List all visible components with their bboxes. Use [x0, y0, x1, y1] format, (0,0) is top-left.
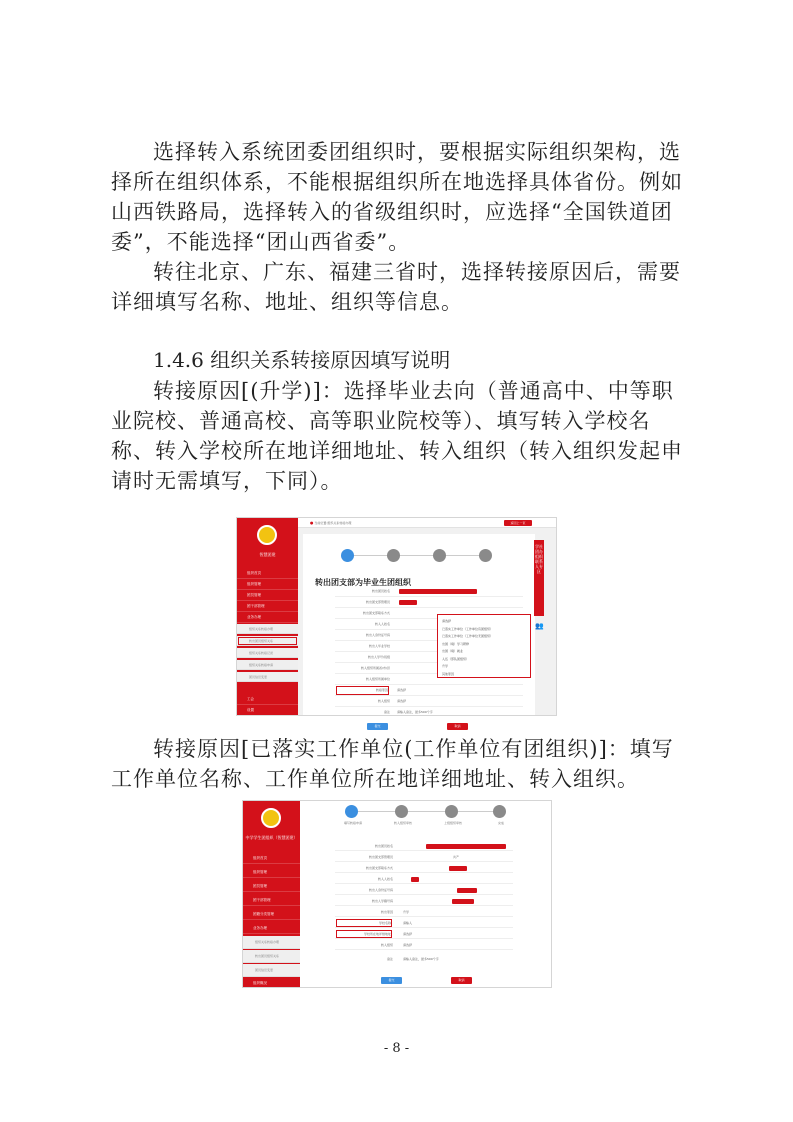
field-label: 转出人身份证号码: [368, 888, 393, 892]
remark-input[interactable]: 请输入备注，最多500个字: [403, 957, 439, 961]
field-row: [335, 874, 513, 884]
sidebar-org-name: 智慧团建: [259, 552, 276, 557]
field-label: 转出团支部管理员: [365, 600, 390, 604]
sidebar-item-union[interactable]: 工会: [237, 694, 298, 705]
user-icon[interactable]: 👥: [535, 622, 544, 630]
sidebar-item-category[interactable]: 团籍分类管理: [243, 909, 300, 920]
field-row-reason: [335, 685, 523, 696]
dropdown-option[interactable]: 升学: [442, 664, 449, 668]
field-row: [335, 896, 513, 906]
sidebar-item-members[interactable]: 团员管理: [237, 590, 298, 601]
step-1-label: 填写转接申请: [343, 821, 362, 825]
sidebar-sub-transfer[interactable]: 组织关系转接办理: [243, 936, 300, 949]
paragraph-4: 转接原因[已落实工作单位(工作单位有团组织)]：填写工作单位名称、工作单位所在地详细地址、转入组织。: [111, 737, 674, 791]
body-text-block-3: [111, 734, 691, 794]
dropdown-option[interactable]: 已落实工作单位（工作单位无团组织）: [442, 634, 494, 638]
screenshot-employment-transfer: [242, 800, 552, 988]
reason-select[interactable]: 升学: [403, 910, 410, 914]
step-4-label: 完成: [497, 821, 504, 825]
sidebar-sub-records[interactable]: 组织关系转接记录: [237, 648, 298, 658]
sidebar-sub-apply[interactable]: 组织关系转接申请: [237, 660, 298, 670]
field-row: [335, 929, 513, 939]
league-emblem-icon: [261, 808, 281, 828]
step-3-icon: [445, 805, 458, 818]
page-number: - 8 -: [383, 1041, 410, 1056]
sidebar-sub-transfer-out[interactable]: 转出团员组织关系: [243, 950, 300, 963]
step-3-icon: [433, 549, 446, 562]
field-label-school-address: 学校所在地详细地址: [335, 929, 393, 939]
field-label: 转出团员姓名: [374, 844, 393, 848]
field-label: 转入组织: [380, 943, 393, 947]
reason-select[interactable]: 请选择: [397, 688, 407, 692]
field-label: 备注: [383, 710, 390, 714]
breadcrumb-text: 当前位置:组织关系转接办理: [314, 521, 352, 525]
paragraph-2: 转往北京、广东、福建三省时，选择转接原因后，需要详细填写名称、地址、组织等信息。: [111, 260, 681, 314]
sidebar-item-home[interactable]: 组织首页: [237, 568, 298, 579]
field-label: 转入组织: [377, 699, 390, 703]
step-2-icon: [387, 549, 400, 562]
sidebar-item-business[interactable]: 业务办理: [243, 923, 300, 934]
section-heading: 1.4.6 组织关系转接原因填写说明: [153, 348, 451, 372]
field-row: [335, 597, 523, 608]
step-connector: [351, 811, 499, 812]
sidebar: [237, 518, 298, 715]
redacted-value: [399, 589, 477, 594]
field-label: 转入组织所属单位: [365, 677, 390, 681]
field-label-reason: 转接原因: [335, 685, 390, 696]
field-row: [335, 951, 513, 967]
redacted-value: [399, 600, 417, 605]
reason-dropdown-list: [437, 614, 531, 678]
field-label: 转出人毕业学校: [368, 644, 390, 648]
field-label: 转出原因: [380, 910, 393, 914]
league-emblem-icon: [257, 525, 277, 545]
field-label: 备注: [386, 957, 393, 961]
screenshot-graduate-transfer: [236, 517, 557, 728]
field-row: [335, 940, 513, 950]
field-row: [335, 852, 513, 862]
body-text-block-1: [111, 137, 691, 317]
location-pin-icon: ⬤: [310, 521, 314, 525]
field-value: 共产: [453, 855, 460, 859]
sidebar-sub-transfer[interactable]: 组织关系转接办理: [237, 624, 298, 634]
step-3-label: 上级组织审核: [443, 821, 462, 825]
redacted-value: [449, 866, 467, 871]
redacted-value: [452, 899, 474, 904]
field-label: 转出人学籍号码: [371, 899, 393, 903]
redacted-value: [457, 888, 477, 893]
step-2-icon: [395, 805, 408, 818]
sidebar-item-overview[interactable]: 组织概况: [243, 978, 300, 989]
submit-button[interactable]: 提交: [381, 977, 402, 984]
field-row: [335, 696, 523, 707]
remark-input[interactable]: 请输入备注，最多500个字: [397, 710, 433, 714]
step-1-icon: [345, 805, 358, 818]
step-connector: [347, 555, 487, 556]
redacted-value: [426, 844, 506, 849]
field-row: [335, 885, 513, 895]
field-row: [335, 918, 513, 928]
dropdown-option[interactable]: 出国（境）学习研修: [442, 641, 470, 646]
field-label: 转入人姓名: [377, 877, 393, 881]
body-text-block-2: [111, 376, 691, 496]
field-row: [335, 907, 513, 917]
field-label: 转入组织所属省/市/县: [360, 666, 390, 670]
step-4-icon: [493, 805, 506, 818]
step-1-icon: [341, 549, 354, 562]
paragraph-1: 选择转入系统团委团组织时，要根据实际组织架构，选择所在组织体系，不能根据组织所在地选择具体省份。例如山西铁路局，选择转入的省级组织时，应选择“全国铁道团委”，不能选择“团山西省委”。: [111, 140, 683, 254]
field-label-school-name: 学校名称: [335, 918, 393, 928]
field-label: 转出团支部管理员: [368, 855, 393, 859]
sidebar-item-business[interactable]: 业务办理: [237, 612, 298, 623]
sidebar-item-cadres[interactable]: 团干部管理: [237, 601, 298, 612]
dropdown-option[interactable]: 其他原因: [442, 671, 455, 676]
school-address-select[interactable]: 请选择: [403, 932, 413, 936]
step-2-label: 转入组织审核: [393, 821, 412, 825]
cancel-button[interactable]: 取消: [451, 977, 472, 984]
field-label: 转出团员姓名: [371, 589, 390, 593]
field-row: [335, 707, 523, 718]
sidebar-sub-info[interactable]: 团员信息变更: [243, 964, 300, 977]
school-name-input[interactable]: 请输入: [403, 921, 413, 925]
sidebar-sub-info[interactable]: 团员信息变更: [237, 672, 298, 682]
field-label: 转入人姓名: [374, 622, 390, 626]
field-label: 转出人学号/班级: [367, 655, 390, 659]
field-row: [335, 863, 513, 873]
sidebar: [243, 801, 300, 987]
sidebar-item-members[interactable]: 团员管理: [243, 881, 300, 892]
field-label: 转出团支部联系方式: [365, 866, 393, 870]
sidebar-item-org[interactable]: 组织管理: [237, 579, 298, 590]
redacted-value: [411, 877, 419, 882]
dropdown-option[interactable]: 请选择: [442, 619, 452, 623]
cancel-button[interactable]: 取消: [447, 723, 468, 730]
sidebar-org-name: 中学学生团组织（智慧团建）: [245, 835, 298, 840]
back-button[interactable]: 返回上一页: [504, 520, 532, 526]
target-org-select[interactable]: 请选择: [403, 943, 413, 947]
contact-side-tab[interactable]: 学社团办组织联系人专区: [534, 540, 544, 616]
dropdown-option[interactable]: 入伍（部队团组织）: [442, 656, 470, 661]
field-label: 转出团支部联系方式: [362, 611, 390, 615]
paragraph-3: 转接原因[(升学)]：选择毕业去向（普通高中、中等职业院校、普通高校、高等职业院校等）、填写转入学校名称、转入学校所在地详细地址、转入组织（转入组织发起申请时无需填写，下同）。: [111, 379, 683, 493]
step-4-icon: [479, 549, 492, 562]
form-title: 转出团支部为毕业生团组织: [315, 578, 411, 587]
target-org-select[interactable]: 请选择: [397, 699, 407, 703]
dropdown-option[interactable]: 出国（境）就业: [442, 649, 464, 653]
sidebar-item-settings[interactable]: 设置: [237, 705, 298, 716]
sidebar-item-cadres[interactable]: 团干部管理: [243, 895, 300, 906]
field-label: 转出人身份证号码: [365, 633, 390, 637]
dropdown-option[interactable]: 已落实工作单位（工作单位有团组织）: [442, 626, 494, 631]
submit-button[interactable]: 提交: [367, 723, 388, 730]
sidebar-sub-transfer-out[interactable]: 转出团员组织关系: [237, 636, 298, 646]
form-panel: [303, 534, 535, 728]
sidebar-item-org[interactable]: 组织管理: [243, 867, 300, 878]
sidebar-item-home[interactable]: 组织首页: [243, 853, 300, 864]
